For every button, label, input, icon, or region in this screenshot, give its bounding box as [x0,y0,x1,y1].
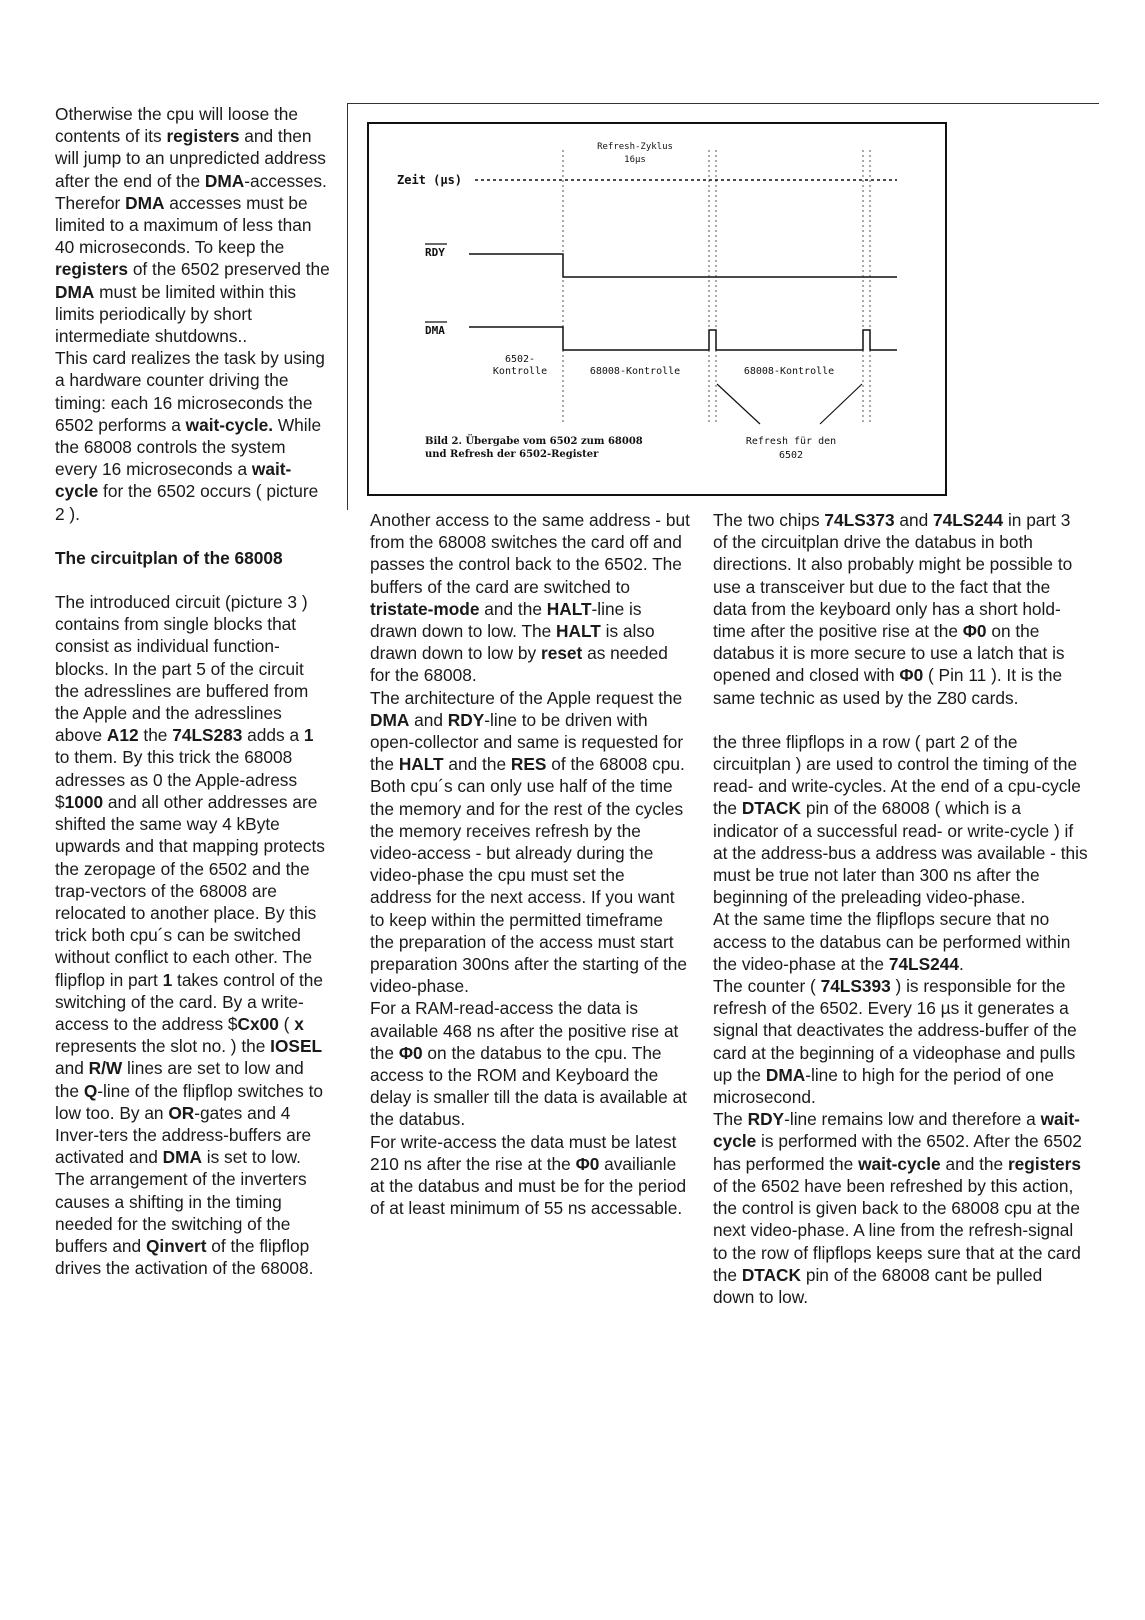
figure-frame-top-line [347,103,1099,104]
col1-paragraph-3 [55,591,330,1168]
col3-paragraph-4 [713,975,1088,1108]
text-run: and [55,1058,89,1079]
col3-paragraph-1 [713,509,1088,709]
text-run: of the 68008 cpu. [546,754,685,775]
bold-term: HALT [556,621,601,642]
zeit-label: Zeit (µs) [397,173,463,187]
bold-term: RDY [747,1109,785,1130]
text-run: ( [278,1013,295,1034]
kontrolle-6502-line1: 6502- [504,354,536,365]
timing-diagram-figure [367,122,947,496]
bold-term: registers [1007,1153,1081,1174]
col2-paragraph-1 [370,509,690,687]
kontrolle-68008-a: 68008-Kontrolle [589,366,681,377]
text-run: Another access to the same address - but from the 68008 switches the card off and passes the control back to the 6502. The buffers of the card are switched to [370,510,690,597]
text-column-2 [370,509,690,1220]
bold-term: Φ0 [398,1042,423,1063]
text-run: and the [479,598,547,619]
bold-term: Cx00 [237,1013,279,1034]
text-column-3 [713,509,1088,1308]
bold-term: RDY [447,709,485,730]
bold-term: HALT [398,754,444,775]
bold-term: registers [55,259,129,280]
text-run: adds a [242,725,304,746]
text-run: the three flipflops in a row ( part 2 of the circuitplan ) are used to control the timing of the read- and write-cycles. At the end of a cpu-cycle the [713,731,1081,819]
bold-term: wait-cycle [713,1109,1080,1152]
bold-term: DMA [125,192,165,213]
text-column-1 [55,103,330,1279]
col2-paragraph-5 [370,1131,690,1220]
bold-term: wait-cycle. [185,414,274,435]
bold-term: wait-cycle [55,459,292,502]
bold-term: Qinvert [145,1235,207,1256]
refresh-note-line1: Refresh für den [745,436,837,447]
bold-term: registers [166,126,240,147]
bold-term: Q [83,1080,98,1101]
text-run: -line remains low and therefore a [784,1109,1041,1130]
text-run: and all other addresses are shifted the same way 4 kByte upwards and that mapping protects the zeropage of the 6502 and the trap-vectors of the 68008 are relocated to another place. By this trick both cpu´s can be switched without conflict to each other. The flipflop in part [55,791,325,990]
bold-term: DMA [765,1064,806,1085]
text-run: the [138,725,173,746]
bold-term: DTACK [741,1264,802,1285]
text-run: availianle at the databus and must be for the period of at least minimum of 55 ns accessable. [370,1153,687,1219]
text-run: For write-access the data must be latest 210 ns after the rise at the [370,1131,677,1174]
text-run: The [713,1109,748,1130]
text-run: This card realizes the task by using a hardware counter driving the timing: each 16 microseconds the 6502 performs a [55,348,325,435]
refresh-note-line2: 6502 [778,450,804,461]
bold-term: 74LS393 [820,976,891,997]
bold-term: IOSEL [270,1036,323,1057]
text-run: for the 6502 occurs ( picture 2 ). [55,481,319,524]
text-run: pin of the 68008 ( which is a indicator of a successful read- or write-cycle ) if at the address-bus a address was available - this must be true not later than 300 ns after the beginning of the preleading video-phase. [713,798,1088,908]
text-run: and [409,709,448,730]
text-run: and the [443,754,511,775]
text-run: -gates and 4 Inver-ters the address-buffers are activated and [55,1102,312,1168]
text-run: While the 68008 controls the system every 16 microseconds a [55,414,322,480]
text-run: For a RAM-read-access the data is available 468 ns after the positive rise at the [370,998,679,1063]
text-run: must be limited within this limits periodically by short intermediate shutdowns.. [55,281,297,347]
bold-term: tristate-mode [370,598,480,619]
text-run: of the 6502 have been refreshed by this action, the control is given back to the 68008 cpu at the next video-phase. A line from the refresh-signal to the row of flipflops keeps sure that at the card the [713,1175,1081,1285]
bold-term: OR [168,1102,195,1123]
bold-term: wait-cycle [858,1153,941,1174]
bold-term: DTACK [741,798,802,819]
col3-paragraph-3 [713,908,1088,975]
timing-diagram-svg [367,122,947,496]
figure-caption-line2: und Refresh der 6502-Register [425,449,599,460]
text-run: -line to high for the period of one microsecond. [713,1064,1055,1108]
refresh-cycle-label: Refresh-Zyklus [597,142,673,152]
bold-term: 74LS244 [888,953,959,974]
text-run: ) is responsible for the refresh of the 6502. Every 16 µs it generates a signal that deactivates the address-buffer of the card at the beginning of a videophase and pulls up the [713,976,1077,1085]
text-run: as needed for the 68008. [370,643,668,686]
text-run: Otherwise the cpu will loose the contents of its [55,104,299,147]
text-run: of the 6502 preserved the [128,259,330,280]
dma-label: DMA [425,324,445,337]
bold-term: 1 [162,969,173,990]
text-run: takes control of the switching of the card. By a write-access to the address $ [55,969,324,1034]
text-run: Both cpu´s can only use half of the time the memory and for the rest of the cycles the memory receives refresh by the video-access - but already during the video-phase the cpu must set the address for the next access. If you want to keep within the permitted timeframe the preparation of the access must start preparation 300ns after the starting of the video-phase. [370,776,688,997]
text-run: and then will jump to an unpredicted address after the end of the [55,126,326,191]
text-run: and [894,510,933,530]
bold-term: HALT [546,598,592,619]
text-run: lines are set to low and the [55,1058,304,1101]
text-run: ( Pin 11 ). It is the same technic as used by the Z80 cards. [713,665,1063,708]
bold-term: 74LS373 [824,510,895,530]
col2-paragraph-3 [370,775,690,997]
col2-paragraph-4 [370,997,690,1130]
bold-term: 74LS244 [933,510,1004,530]
bold-term: reset [540,643,583,664]
bold-term: DMA [370,709,410,730]
refresh-cycle-value: 16µs [624,155,646,165]
col1-paragraph-1 [55,103,330,347]
bold-term: x [294,1013,304,1034]
text-run: on the databus it is more secure to use a latch that is opened and closed with [713,621,1065,686]
section-heading: The circuitplan of the 68008 [55,547,283,568]
col2-paragraph-2 [370,687,690,776]
text-run: represents the slot no. ) the [55,1036,271,1057]
text-run: accesses must be limited to a maximum of less than 40 microseconds. To keep the [55,192,312,258]
text-run: pin of the 68008 cant be pulled down to low. [713,1264,1043,1307]
bold-term: DMA [162,1147,202,1168]
text-run: At the same time the flipflops secure that no access to the databus can be performed within the video-phase at the [713,909,1071,974]
figure-frame-left-line [347,103,348,510]
col3-paragraph-2 [713,731,1088,909]
text-run: is also drawn down to low by [370,621,655,664]
text-run: and the [940,1153,1008,1174]
text-run: to them. By this trick the 68008 adresses as 0 the Apple-adress $ [55,747,298,812]
text-run: is performed with the 6502. After the 6502 has performed the [713,1131,1082,1174]
bold-term: 1 [303,725,314,746]
text-run: in part 3 of the circuitplan drive the databus in both directions. It also probably might be possible to use a transceiver but due to the fact that the data from the keyboard only has a short hold-time after the positive rise at the [713,510,1073,642]
bold-term: Φ0 [899,665,924,686]
text-run: The two chips [713,510,825,530]
text-run: The arrangement of the inverters causes a shifting in the timing needed for the switching of the buffers and [55,1169,307,1256]
text-run: -line of the flipflop switches to low too. By an [55,1080,324,1123]
text-run: -line to be driven with open-collector and same is requested for the [370,709,684,775]
text-run: -accesses. Therefor [55,170,327,213]
text-run: . [958,953,964,974]
bold-term: Φ0 [962,621,987,642]
text-run: The counter ( [713,976,821,997]
text-run: The architecture of the Apple request the [370,687,683,708]
text-run: The introduced circuit (picture 3 ) contains from single blocks that consist as individual function-blocks. In the part 5 of the circuit the adresslines are buffered from the Apple and the adresslines above [55,592,309,746]
bold-term: RES [510,754,547,775]
bold-term: R/W [88,1058,123,1079]
text-run: on the databus to the cpu. The access to the ROM and Keyboard the delay is smaller till the data is available at the databus. [370,1042,687,1130]
bold-term: DMA [55,281,95,302]
col1-paragraph-2 [55,347,330,525]
rdy-label: RDY [425,246,445,259]
kontrolle-68008-b: 68008-Kontrolle [743,366,835,377]
bold-term: 1000 [64,791,104,812]
bold-term: Φ0 [575,1153,600,1174]
figure-caption-line1: Bild 2. Übergabe vom 6502 zum 68008 [425,436,643,447]
bold-term: A12 [106,725,139,746]
bold-term: 74LS283 [172,725,243,746]
text-run: is set to low. [201,1147,301,1168]
text-run: -line is drawn down to low. The [370,598,642,642]
col3-paragraph-5 [713,1108,1088,1308]
col1-paragraph-4 [55,1168,330,1279]
text-run: of the flipflop drives the activation of the 68008. [55,1235,314,1279]
bold-term: DMA [204,170,245,191]
kontrolle-6502-line2: Kontrolle [492,366,548,377]
